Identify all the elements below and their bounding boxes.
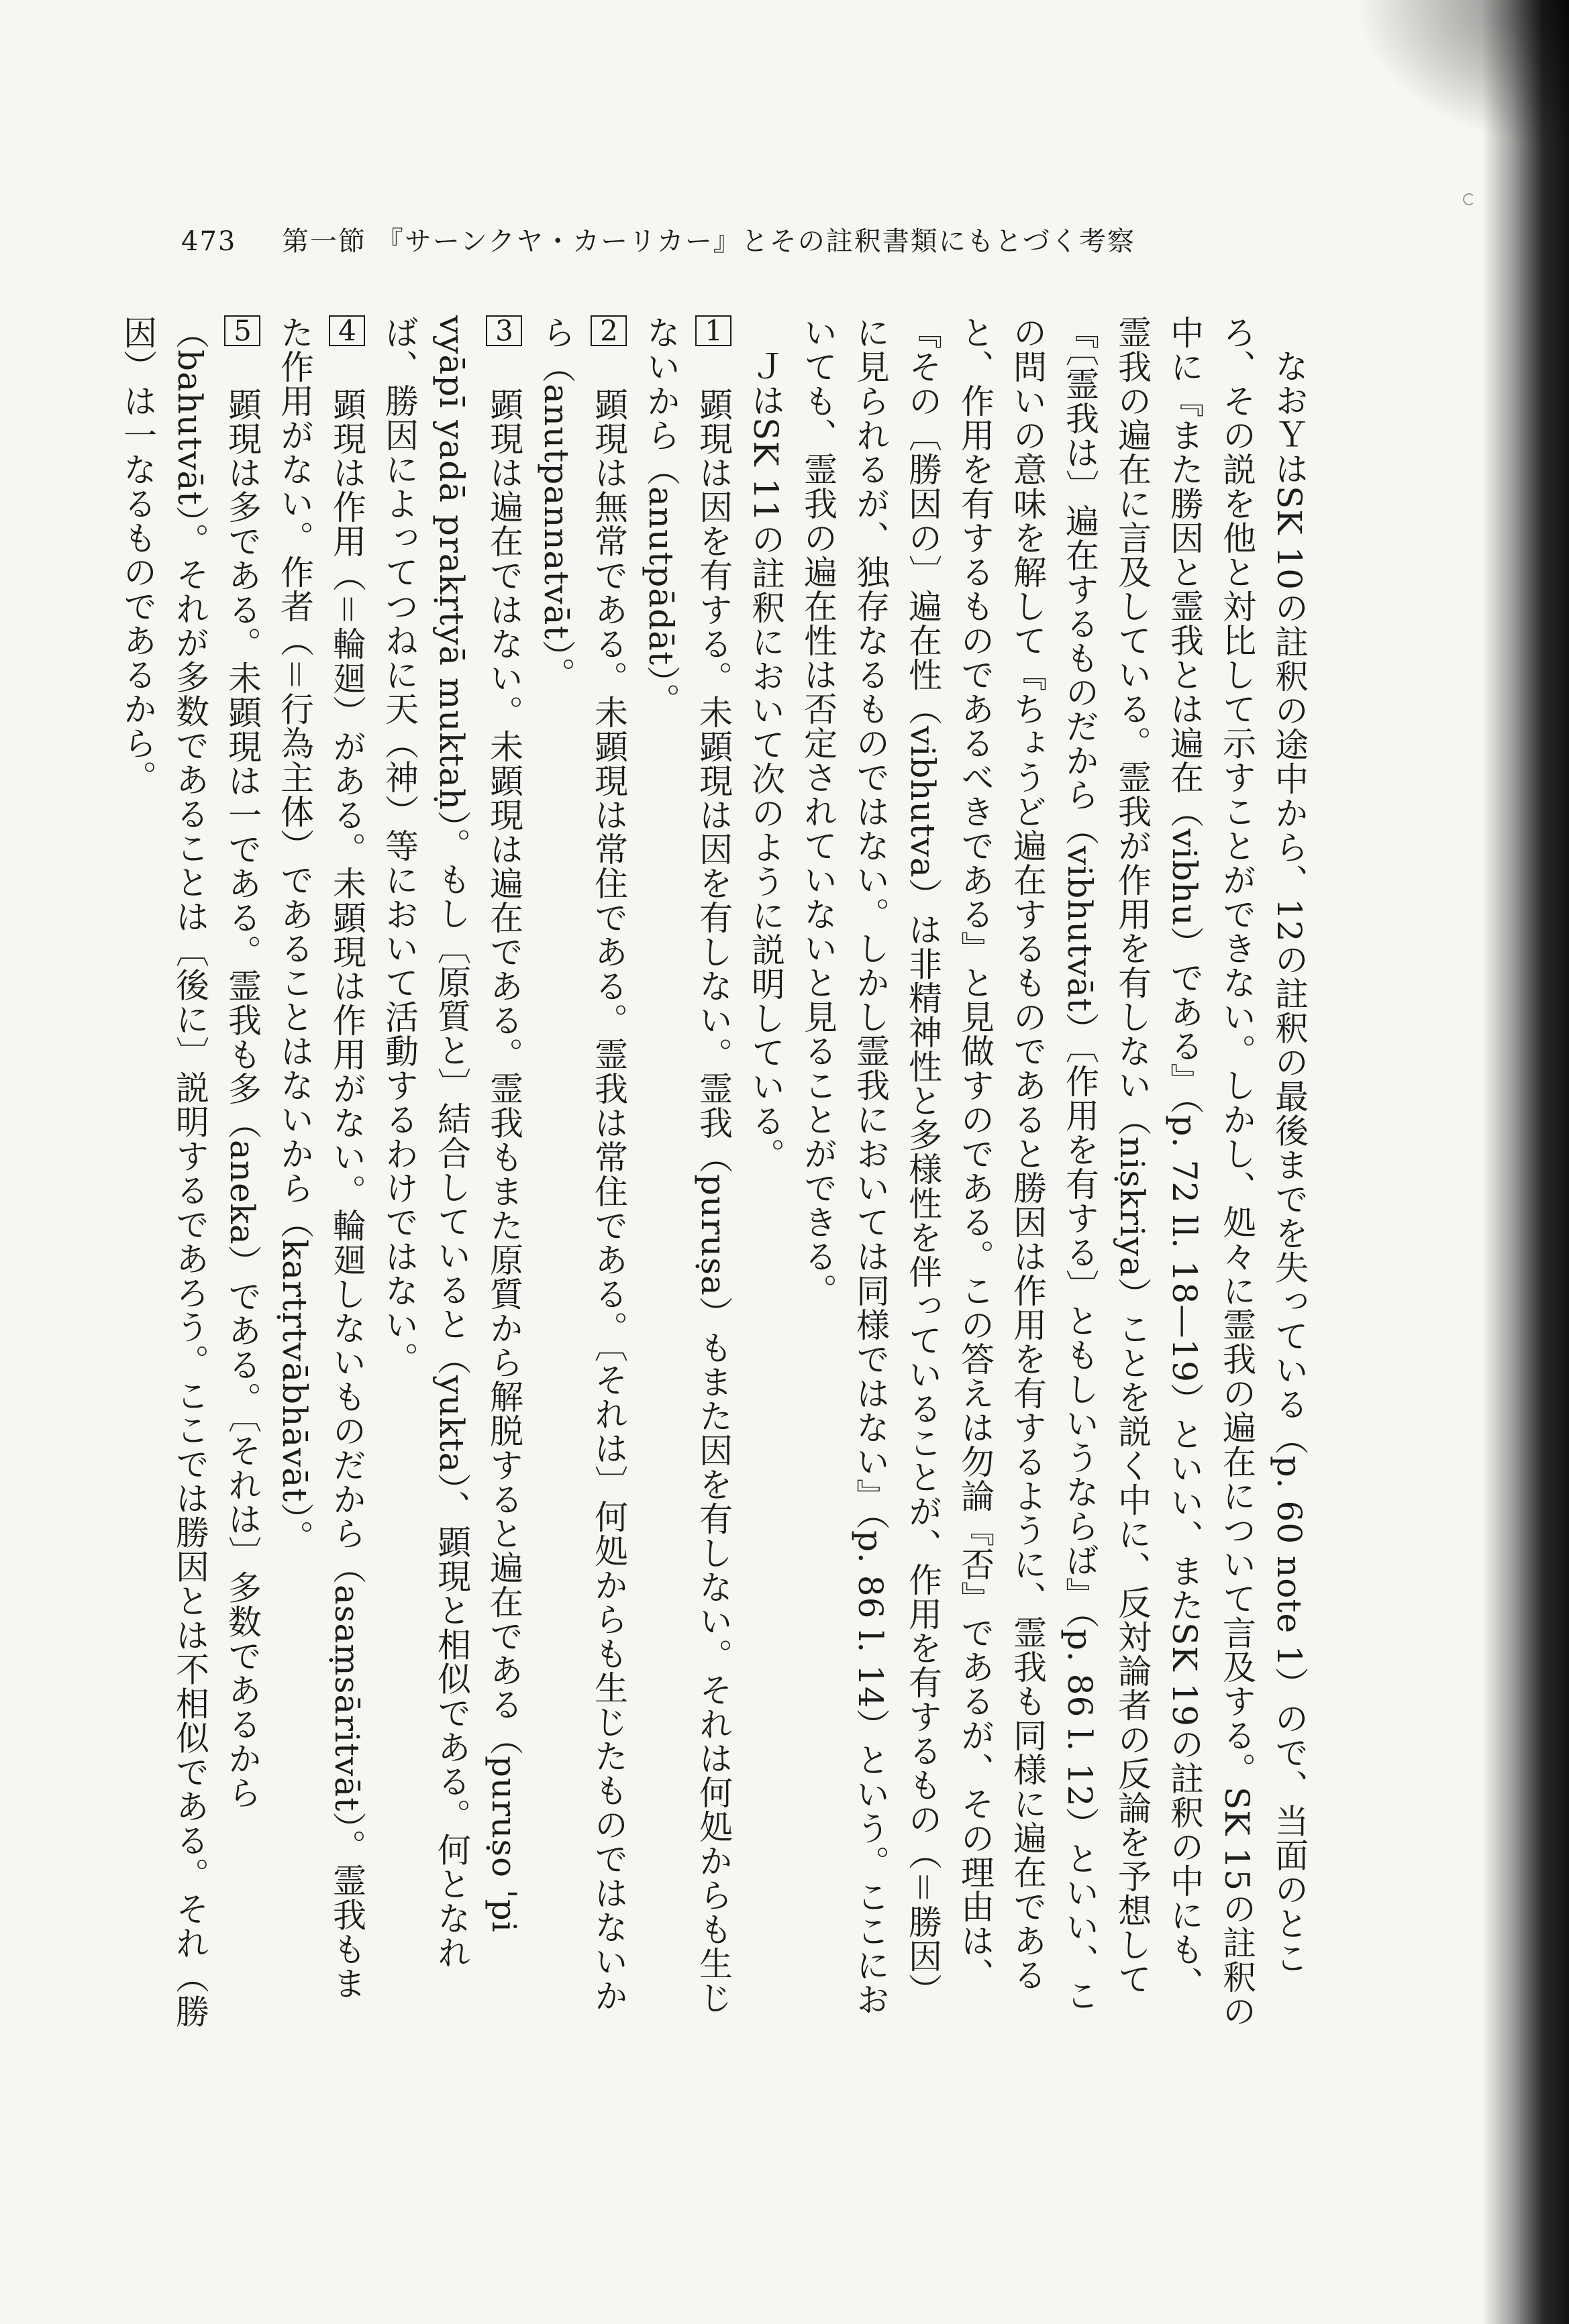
item-number: 1	[695, 315, 731, 346]
item-text: 顕現は無常である。未顕現は常住である。霊我は常住である。〔それは〕何処からも生じたものではないから（anutpannatvāt）。	[537, 315, 628, 2013]
list-item	[530, 315, 635, 2033]
list-item	[373, 315, 530, 2033]
running-title: 第一節 『サーンクヤ・カーリカー』とその註釈書類にもとづく考察	[282, 226, 1135, 257]
item-text: 顕現は因を有する。未顕現は因を有しない。霊我（puruṣa）もまた因を有しない。それは何処からも生じないから（anutpādāt）。	[642, 315, 733, 2015]
item-number: 5	[224, 315, 260, 346]
item-number: 3	[486, 315, 522, 346]
item-text: 顕現は作用（＝輪廻）がある。未顕現は作用がない。輪廻しないものだから（asaṃsāritvāt）。霊我もまた作用がない。作者（＝行為主体）であることはないから（kartṛtvābhāvāt）。	[275, 315, 366, 2001]
page-number: 473	[181, 226, 237, 257]
list-item	[111, 315, 268, 2033]
body-text	[118, 315, 1315, 2033]
list-item	[268, 315, 373, 2033]
list-item	[635, 315, 740, 2033]
item-text: 顕現は多である。未顕現は一である。霊我も多（aneka）である。〔それは〕多数であるから（bahutvāt）。それが多数であることは〔後に〕説明するであろう。ここでは勝因とは不相似である。それ（勝因）は一なるものであるから。	[118, 315, 262, 2029]
item-number: 4	[329, 315, 365, 346]
paragraph: なおＹはSK 10の註釈の途中から、12の註釈の最後までを失っている（p. 60 note 1）ので、当面のところ、その説を他と対比して示すことができない。しかし、処々に霊我の遍在について言及する。SK 15の註釈の中に『また勝因と霊我とは遍在（vibhu）である』（p. 72 ll. 18—19）といい、またSK 19の註釈の中にも、霊我の遍在に言及している。霊我が作用を有しない（niṣkriya）ことを説く中に、反対論者の反論を予想して『〔霊我は〕遍在するものだから（vibhutvāt）〔作用を有する〕ともしいうならば』（p. 86 l. 12）といい、この問いの意味を解して『ちょうど遍在するものであると勝因は作用を有するように、霊我も同様に遍在であると、作用を有するものであるべきである』と見做すのである。この答えは勿論『否』であるが、その理由は、『その〔勝因の〕遍在性（vibhutva）は非精神性と多様性を伴っていることが、作用を有するもの（＝勝因）に見られるが、独存なるものではない。しかし霊我においては同様ではない』（p. 86 l. 14）という。ここにおいても、霊我の遍在性は否定されていないと見ることができる。	[799, 315, 1309, 2029]
item-text: 顕現は遍在ではない。未顕現は遍在である。霊我もまた原質から解脱すると遍在である（puruṣo 'pi vyāpī yadā prakṛtyā muktaḥ）。もし〔原質と〕結合していると（yukta）、顕現と相似である。何となれば、勝因によってつねに天（神）等において活動するわけではない。	[380, 315, 523, 1970]
page-corner-shadow	[1354, 0, 1569, 148]
item-number: 2	[591, 315, 627, 346]
paragraph: ＪはSK 11の註釈において次のように説明している。	[746, 349, 785, 1173]
margin-mark	[1463, 193, 1475, 205]
running-header	[181, 220, 1322, 260]
page-edge-shadow	[1482, 0, 1569, 2324]
